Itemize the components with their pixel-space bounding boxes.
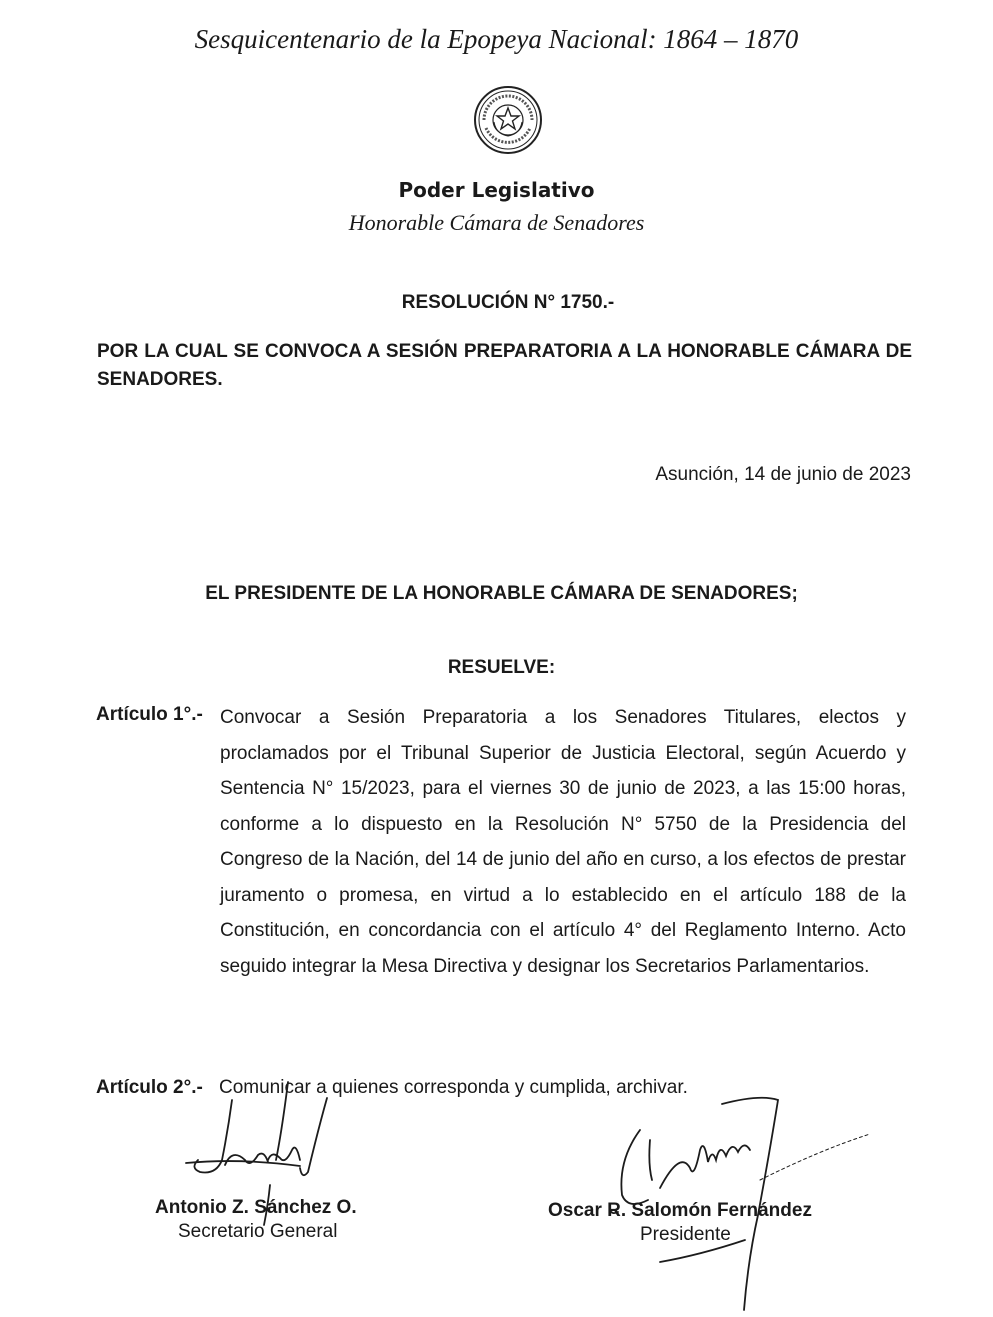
resolution-number: RESOLUCIÓN N° 1750.-	[401, 292, 615, 313]
issue-date: Asunción, 14 de junio de 2023	[655, 464, 911, 485]
resolves-heading: RESUELVE:	[447, 657, 556, 678]
article-2-text: Comunicar a quienes corresponda y cumplida, archivar.	[219, 1077, 688, 1098]
national-seal-icon	[472, 84, 544, 156]
preamble-heading: EL PRESIDENTE DE LA HONORABLE CÁMARA DE SENADORES;	[205, 583, 798, 604]
commemorative-motto: Sesquicentenario de la Epopeya Nacional: 1864 – 1870	[194, 24, 799, 54]
president-name: Oscar R. Salomón Fernández	[548, 1200, 812, 1221]
chamber-name: Honorable Cámara de Senadores	[348, 210, 645, 235]
article-2-label: Artículo 2°.-	[96, 1077, 203, 1098]
president-role: Presidente	[640, 1224, 731, 1245]
secretary-name: Antonio Z. Sánchez O.	[155, 1197, 357, 1218]
institution-name: Poder Legislativo	[398, 178, 595, 202]
secretary-role: Secretario General	[178, 1221, 338, 1242]
article-1-text: Convocar a Sesión Preparatoria a los Senadores Titulares, electos y proclamados por el Tribunal Superior de Justicia Electoral, según Acuerdo y Sentencia N° 15/2023, para el viernes 30 de junio de 2023, a las 15:00 horas, conforme a lo dispuesto en la Resolución N° 5750 de la Presidencia del Congreso de la Nación, del 14 de junio del año en curso, a los efectos de prestar juramento o promesa, en virtud a lo establecido en el artículo 188 de la Constitución, en concordancia con el artículo 4° del Reglamento Interno. Acto seguido integrar la Mesa Directiva y designar los Secretarios Parlamentarios.	[220, 707, 906, 977]
article-1-label: Artículo 1°.-	[96, 704, 203, 725]
resolution-title: POR LA CUAL SE CONVOCA A SESIÓN PREPARATORIA A LA HONORABLE CÁMARA DE SENADORES.	[97, 341, 912, 390]
